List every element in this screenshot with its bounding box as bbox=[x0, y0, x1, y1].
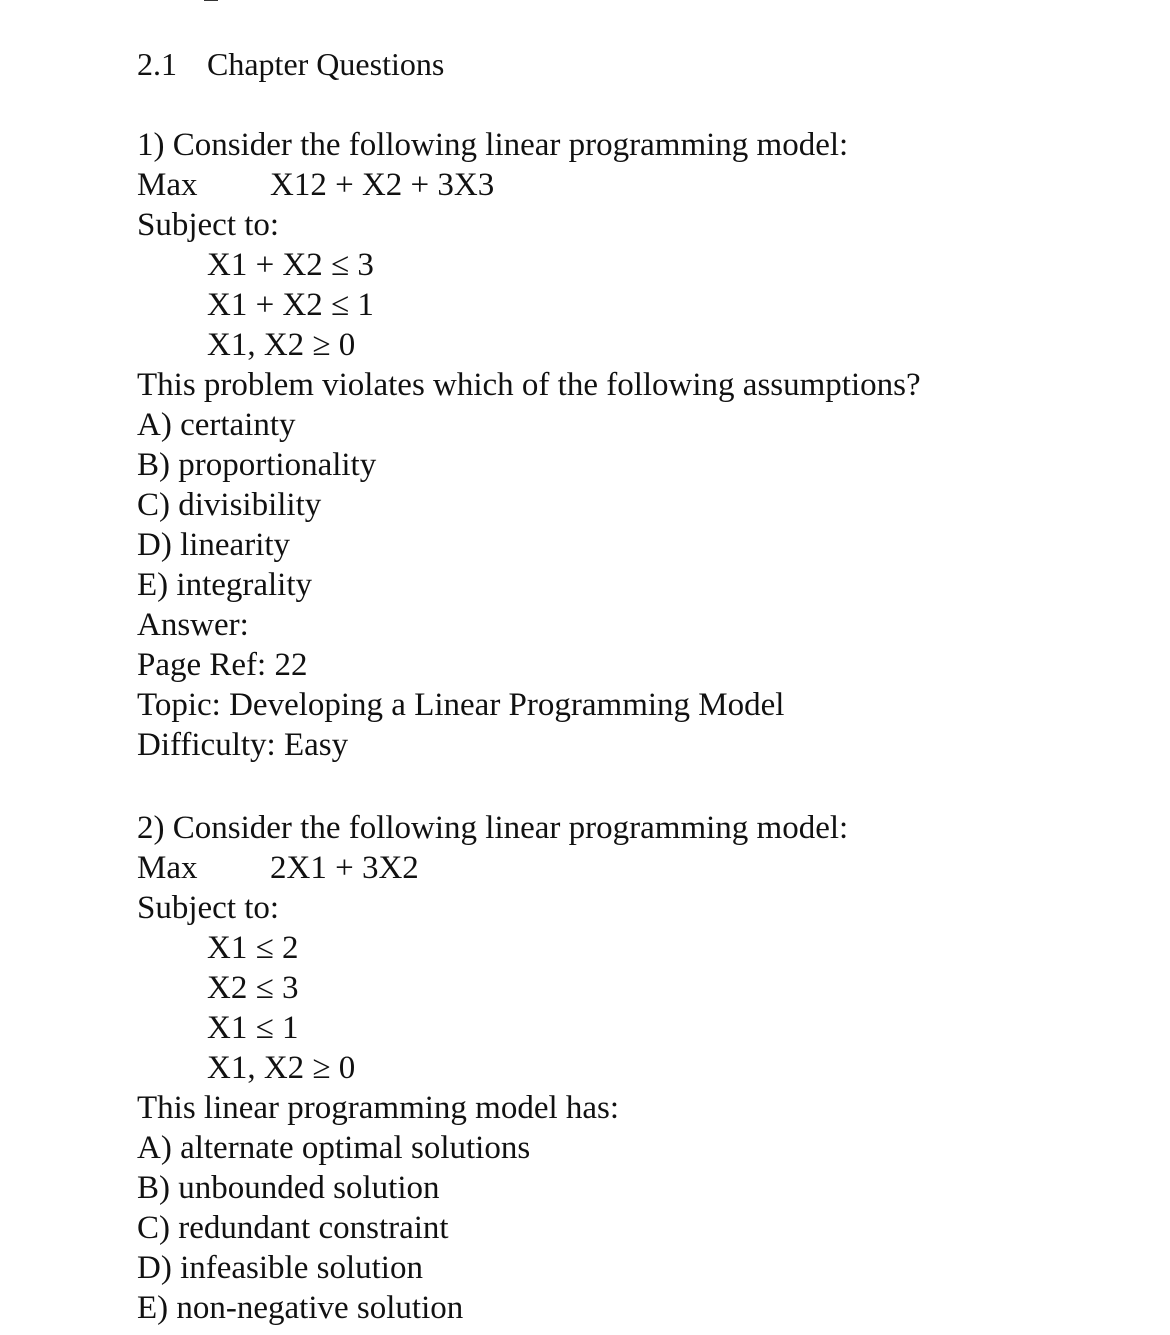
section-heading bbox=[137, 44, 444, 84]
answer-option: A) alternate optimal solutions bbox=[137, 1130, 531, 1166]
constraint: X1 ≤ 2 bbox=[207, 930, 299, 966]
question-prompt: 1) Consider the following linear programming model: bbox=[137, 127, 849, 163]
answer-option: D) infeasible solution bbox=[137, 1250, 423, 1286]
constraint: X1 + X2 ≤ 3 bbox=[207, 247, 374, 283]
constraint: X1 ≤ 1 bbox=[207, 1010, 299, 1046]
section-number: 2.1 bbox=[137, 46, 177, 82]
constraint: X1, X2 ≥ 0 bbox=[207, 1050, 356, 1086]
question-prompt: 2) Consider the following linear programming model: bbox=[137, 810, 849, 846]
question-2 bbox=[137, 808, 1137, 1328]
section-title: Chapter Questions bbox=[207, 46, 445, 82]
objective-function bbox=[137, 165, 1137, 205]
objective-label: Max bbox=[137, 850, 198, 886]
answer-option: B) unbounded solution bbox=[137, 1170, 440, 1206]
constraint: X2 ≤ 3 bbox=[207, 970, 299, 1006]
subject-to-label: Subject to: bbox=[137, 207, 280, 243]
answer-label: Answer: bbox=[137, 607, 249, 643]
question-text: This linear programming model has: bbox=[137, 1090, 620, 1126]
question-text: This problem violates which of the following assumptions? bbox=[137, 367, 921, 403]
page-top-fragment bbox=[204, 0, 218, 1]
answer-option: D) linearity bbox=[137, 527, 291, 563]
objective-expression: 2X1 + 3X2 bbox=[270, 850, 419, 886]
answer-option: E) non-negative solution bbox=[137, 1290, 464, 1326]
answer-option: B) proportionality bbox=[137, 447, 377, 483]
constraint: X1 + X2 ≤ 1 bbox=[207, 287, 374, 323]
answer-option: C) redundant constraint bbox=[137, 1210, 449, 1246]
answer-option: E) integrality bbox=[137, 567, 313, 603]
constraint: X1, X2 ≥ 0 bbox=[207, 327, 356, 363]
answer-option: A) certainty bbox=[137, 407, 296, 443]
objective-expression: X12 + X2 + 3X3 bbox=[270, 167, 495, 203]
question-1 bbox=[137, 125, 1137, 765]
topic: Topic: Developing a Linear Programming Model bbox=[137, 687, 785, 723]
difficulty: Difficulty: Easy bbox=[137, 727, 349, 763]
answer-option: C) divisibility bbox=[137, 487, 322, 523]
objective-label: Max bbox=[137, 167, 198, 203]
subject-to-label: Subject to: bbox=[137, 890, 280, 926]
objective-function bbox=[137, 848, 1137, 888]
page-reference: Page Ref: 22 bbox=[137, 647, 308, 683]
